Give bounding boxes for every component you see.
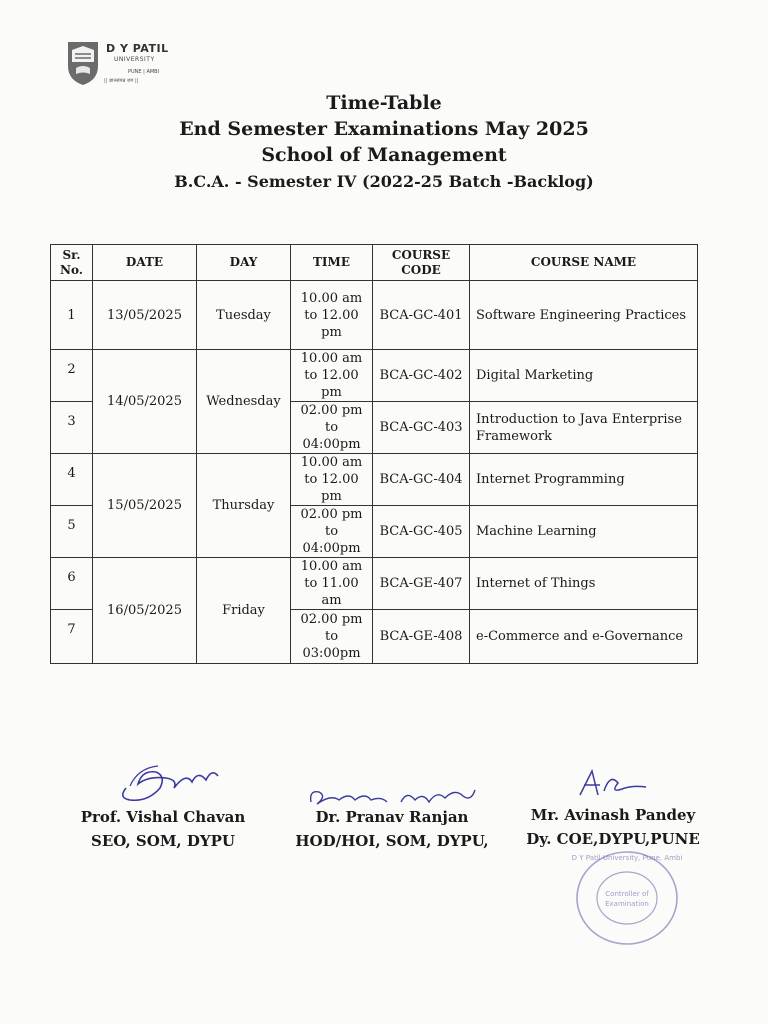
time-cell: 02.00 pm to 04:00pm [291,402,373,454]
time-cell: 10.00 am to 12.00 pm [291,350,373,402]
header-sr: Sr. No. [51,245,93,281]
header-day: DAY [197,245,291,281]
code-cell: BCA-GC-401 [373,281,470,350]
date-cell: 14/05/2025 [93,350,197,454]
date-cell: 15/05/2025 [93,454,197,558]
signatory-3-name: Mr. Avinash Pandey [530,806,696,824]
stamp-inner-text-2: Examination [605,900,649,908]
course-name-cell: Software Engineering Practices [470,281,698,350]
logo-city: PUNE | AMBI [128,69,160,75]
time-cell: 10.00 am to 12.00 pm [291,281,373,350]
sr-cell: 6 [51,558,93,610]
header-date: DATE [93,245,197,281]
logo-motto: || ज्ञानसंपन्न जग || [104,78,139,84]
signatory-1 [68,805,258,853]
code-cell: BCA-GC-402 [373,350,470,402]
day-cell: Thursday [197,454,291,558]
sr-cell: 3 [51,402,93,454]
code-cell: BCA-GE-407 [373,558,470,610]
sr-cell: 7 [51,610,93,664]
signatory-2-name: Dr. Pranav Ranjan [315,808,469,826]
table-header-row [51,245,698,281]
date-cell: 13/05/2025 [93,281,197,350]
stamp-inner-text-1: Controller of [605,890,649,898]
signatory-2 [282,805,502,853]
course-name-cell: Internet of Things [470,558,698,610]
header-code: COURSE CODE [373,245,470,281]
sr-cell: 2 [51,350,93,402]
table-row [51,281,698,350]
table-row [51,454,698,506]
shield-emblem-icon [66,40,100,86]
course-name-cell: Machine Learning [470,506,698,558]
table-row [51,558,698,610]
logo-sub: UNIVERSITY [114,56,155,63]
day-cell: Wednesday [197,350,291,454]
sr-cell: 4 [51,454,93,506]
course-name-cell: Digital Marketing [470,350,698,402]
course-name-cell: Internet Programming [470,454,698,506]
header-name: COURSE NAME [470,245,698,281]
day-cell: Tuesday [197,281,291,350]
table-row [51,350,698,402]
stamp-outer-text: D Y Patil University, Pune, Ambi [572,854,682,862]
signatory-1-name: Prof. Vishal Chavan [80,808,246,826]
course-name-cell: e-Commerce and e-Governance [470,610,698,664]
signatory-3 [518,803,708,851]
logo-name: D Y PATIL [106,42,169,55]
signatory-2-title: HOD/HOI, SOM, DYPU, [295,832,489,850]
code-cell: BCA-GE-408 [373,610,470,664]
date-cell: 16/05/2025 [93,558,197,664]
course-name-cell: Introduction to Java Enterprise Framework [470,402,698,454]
title-line-1: Time-Table [326,92,442,114]
time-cell: 02.00 pm to 03:00pm [291,610,373,664]
title-line-2: End Semester Examinations May 2025 [179,118,589,140]
sr-cell: 5 [51,506,93,558]
title-line-3: School of Management [261,144,507,166]
signatory-1-title: SEO, SOM, DYPU [91,832,235,850]
code-cell: BCA-GC-403 [373,402,470,454]
signatory-3-title: Dy. COE,DYPU,PUNE [526,830,700,848]
signature-1-icon [108,758,228,808]
time-cell: 10.00 am to 11.00 am [291,558,373,610]
day-cell: Friday [197,558,291,664]
header-time: TIME [291,245,373,281]
official-stamp-icon [572,848,682,948]
time-cell: 02.00 pm to 04:00pm [291,506,373,558]
signature-3-icon [570,765,660,805]
timetable [50,244,698,664]
title-line-4: B.C.A. - Semester IV (2022-25 Batch -Backlog) [174,172,594,191]
sr-cell: 1 [51,281,93,350]
code-cell: BCA-GC-404 [373,454,470,506]
code-cell: BCA-GC-405 [373,506,470,558]
time-cell: 10.00 am to 12.00 pm [291,454,373,506]
university-logo [66,40,196,90]
